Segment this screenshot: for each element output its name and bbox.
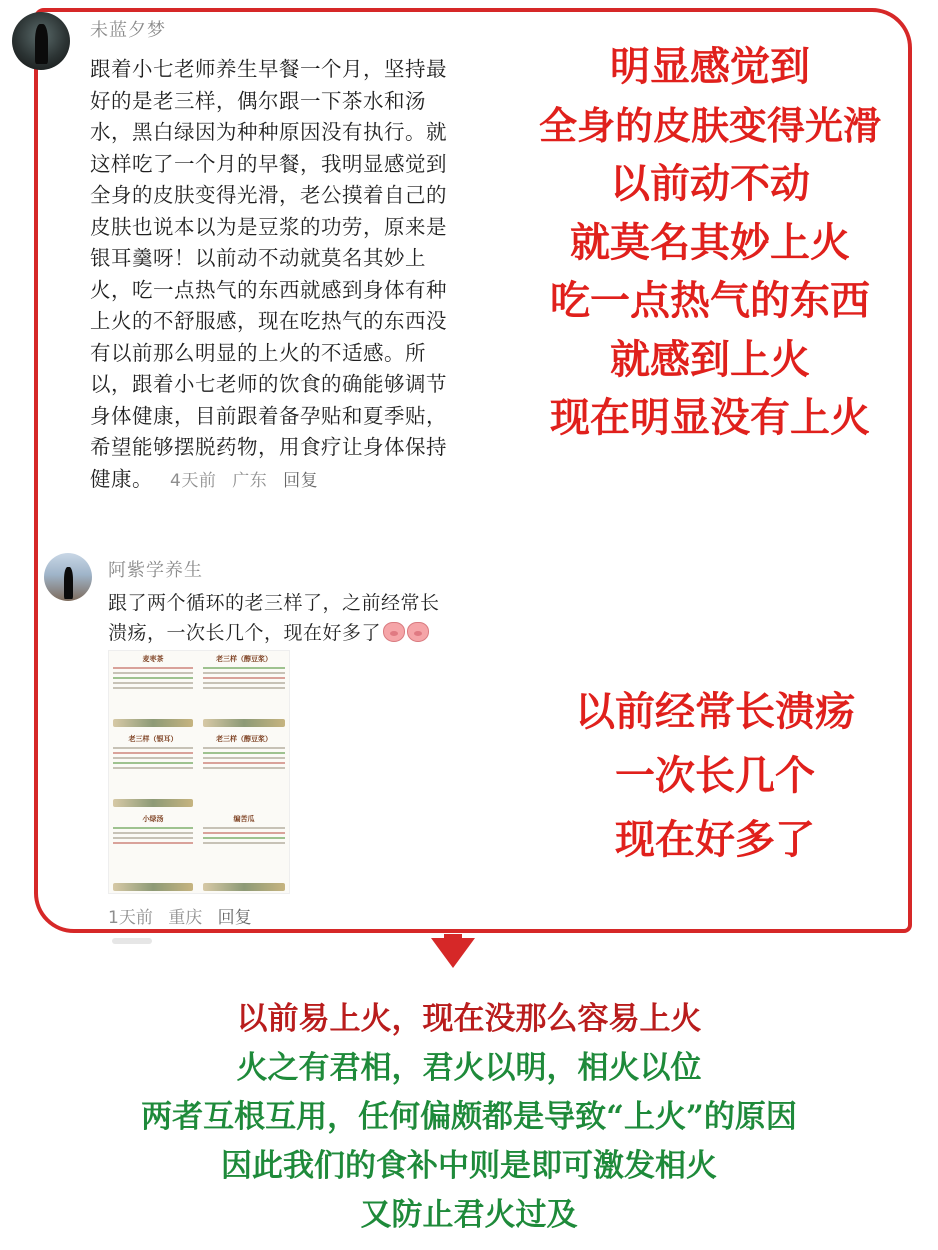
recipe-card-title: 老三样（醇豆浆） xyxy=(216,734,272,743)
comment-line: 健康。 xyxy=(90,466,153,491)
recipe-card-title: 老三样（银耳） xyxy=(128,734,178,743)
comment-line: 以，跟着小七老师的饮食的确能够调节 xyxy=(90,372,447,396)
recipe-card xyxy=(199,811,289,893)
comment-line: 上火的不舒服感，现在吃热气的东西没 xyxy=(90,309,447,333)
text-line-placeholder xyxy=(113,672,193,674)
pig-emoji-icon xyxy=(383,622,405,642)
comment-text xyxy=(108,588,488,648)
pig-emoji-icon xyxy=(407,622,429,642)
comment-line-with-emoji xyxy=(108,618,488,648)
text-line-placeholder xyxy=(113,747,193,749)
recipe-card-title: 小绿汤 xyxy=(142,814,164,823)
down-arrow-icon xyxy=(431,938,475,968)
comment-line: 银耳羹呀！以前动不动就莫名其妙上 xyxy=(90,246,426,270)
text-line-placeholder xyxy=(113,682,193,684)
text-line-placeholder xyxy=(203,752,285,754)
text-line-placeholder xyxy=(113,827,193,829)
food-photo xyxy=(113,719,193,727)
comment-meta xyxy=(108,903,262,928)
recipe-card xyxy=(109,731,197,809)
summary-line: 因此我们的食补中则是即可激发相火 xyxy=(221,1148,717,1184)
comment-time: 1天前 xyxy=(108,908,153,928)
recipe-card-title: 老三样（醇豆浆） xyxy=(216,654,272,663)
callout-line: 就感到上火 xyxy=(610,335,810,383)
comment-location: 广东 xyxy=(232,470,268,491)
comment-line: 皮肤也说本以为是豆浆的功劳，原来是 xyxy=(90,214,447,239)
summary-line: 以前易上火，现在没那么容易上火 xyxy=(236,1001,702,1037)
next-comment-placeholder xyxy=(112,938,152,944)
recipe-card xyxy=(199,731,289,809)
avatar-figure xyxy=(64,567,73,598)
comment-line: 好的是老三样，偶尔跟一下茶水和汤 xyxy=(90,88,426,113)
text-line-placeholder xyxy=(203,762,285,764)
text-line-placeholder xyxy=(203,827,285,829)
text-line-placeholder xyxy=(113,687,193,689)
comment-time: 4天前 xyxy=(170,470,217,491)
text-line-placeholder xyxy=(203,672,285,674)
comment-line: 跟了两个循环的老三样了，之前经常长 xyxy=(108,592,440,614)
food-photo xyxy=(113,799,193,807)
text-line-placeholder xyxy=(203,667,285,669)
callout-line: 就莫名其妙上火 xyxy=(570,218,850,266)
comment-line: 有以前那么明显的上火的不适感。所 xyxy=(90,340,426,365)
callout-line: 以前经常长溃疡 xyxy=(575,688,855,735)
recipe-card xyxy=(199,651,289,729)
text-line-placeholder xyxy=(203,677,285,679)
callout-highlight-1 xyxy=(500,38,920,448)
text-line-placeholder xyxy=(203,682,285,684)
text-line-placeholder xyxy=(113,762,193,764)
text-line-placeholder xyxy=(113,832,193,834)
text-line-placeholder xyxy=(113,752,193,754)
summary-text xyxy=(0,995,938,1240)
text-line-placeholder xyxy=(203,757,285,759)
comment-location: 重庆 xyxy=(168,908,203,928)
food-photo xyxy=(203,719,285,727)
text-line-placeholder xyxy=(203,687,285,689)
callout-line: 一次长几个 xyxy=(615,752,815,799)
callout-line: 现在明显没有上火 xyxy=(550,394,870,441)
comment-line: 溃疡，一次长几个，现在好多了 xyxy=(108,622,382,644)
summary-line: 两者互根互用，任何偏颇都是导致“上火”的原因 xyxy=(141,1099,797,1135)
food-photo xyxy=(203,883,285,891)
recipe-card xyxy=(109,811,197,893)
food-photo xyxy=(113,883,193,891)
recipe-image-thumbnail[interactable] xyxy=(108,650,290,894)
recipe-card-title: 编苦瓜 xyxy=(233,814,255,823)
text-line-placeholder xyxy=(203,832,285,834)
text-line-placeholder xyxy=(113,667,193,669)
callout-line: 明显感觉到 xyxy=(610,43,810,90)
text-line-placeholder xyxy=(203,747,285,749)
callout-highlight-2 xyxy=(530,680,900,872)
text-line-placeholder xyxy=(203,837,285,839)
summary-line: 火之有君相，君火以明，相火以位 xyxy=(236,1050,702,1086)
text-line-placeholder xyxy=(113,677,193,679)
comment-text xyxy=(90,54,530,497)
recipe-card xyxy=(109,651,197,729)
recipe-card-title: 麦枣茶 xyxy=(142,654,164,663)
text-line-placeholder xyxy=(113,842,193,844)
callout-line: 吃一点热气的东西 xyxy=(550,277,870,324)
comment-line: 这样吃了一个月的早餐，我明显感觉到 xyxy=(90,151,447,176)
comment-line: 全身的皮肤变得光滑，老公摸着自己的 xyxy=(90,183,447,207)
avatar[interactable] xyxy=(44,553,92,601)
reply-button[interactable]: 回复 xyxy=(283,470,319,491)
text-line-placeholder xyxy=(113,767,193,769)
comment-line: 水，黑白绿因为种种原因没有执行。就 xyxy=(90,120,447,144)
avatar[interactable] xyxy=(12,12,70,70)
text-line-placeholder xyxy=(203,842,285,844)
comment-line: 希望能够摆脱药物，用食疗让身体保持 xyxy=(90,435,447,459)
comment-username[interactable]: 阿紫学养生 xyxy=(108,560,203,581)
reply-button[interactable]: 回复 xyxy=(217,908,252,928)
comment-meta xyxy=(90,464,530,498)
avatar-figure xyxy=(35,24,48,65)
comment-username[interactable]: 未蓝夕梦 xyxy=(90,20,166,41)
callout-line: 以前动不动 xyxy=(610,160,810,207)
comment-meta-inline xyxy=(170,471,328,491)
comment-line: 跟着小七老师养生早餐一个月，坚持最 xyxy=(90,57,447,81)
text-line-placeholder xyxy=(113,757,193,759)
text-line-placeholder xyxy=(113,837,193,839)
callout-line: 全身的皮肤变得光滑 xyxy=(538,102,881,148)
comment-line: 身体健康，目前跟着备孕贴和夏季贴， xyxy=(90,403,447,428)
text-line-placeholder xyxy=(203,767,285,769)
comment-line: 火，吃一点热气的东西就感到身体有种 xyxy=(90,277,447,302)
summary-line: 又防止君火过及 xyxy=(360,1197,578,1233)
callout-line: 现在好多了 xyxy=(615,816,815,863)
